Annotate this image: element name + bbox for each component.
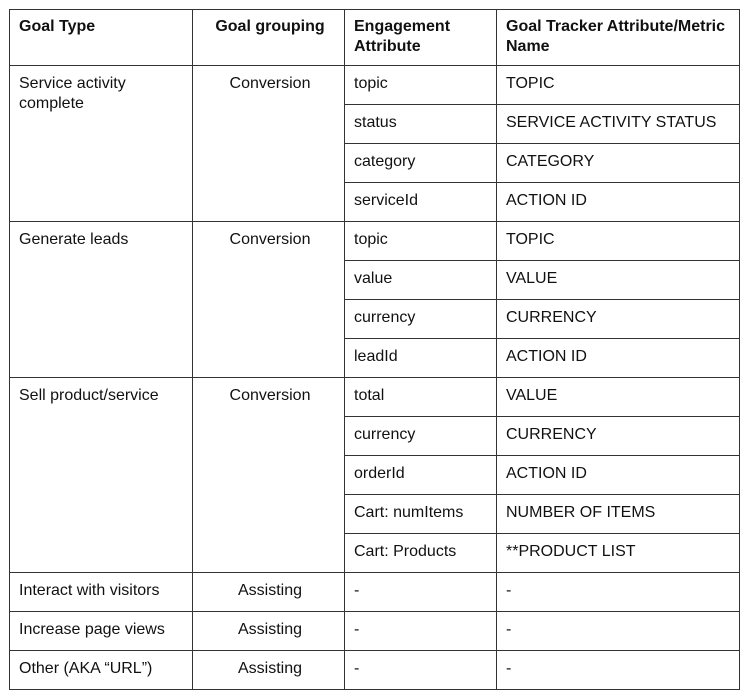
header-row: [10, 10, 740, 66]
engagement-attribute-cell: status: [345, 105, 497, 144]
table-body: [10, 66, 740, 690]
goal-type-cell: Sell product/service: [10, 378, 193, 573]
header-goal-tracker-metric: Goal Tracker Attribute/Metric Name: [497, 10, 740, 66]
table-row: [10, 66, 740, 105]
engagement-attribute-cell: total: [345, 378, 497, 417]
goal-tracker-metric-cell: CURRENCY: [497, 300, 740, 339]
engagement-attribute-cell: -: [345, 612, 497, 651]
goal-tracker-metric-cell: **PRODUCT LIST: [497, 534, 740, 573]
table-row: [10, 651, 740, 690]
goal-grouping-cell: Conversion: [193, 378, 345, 573]
goal-tracker-metric-cell: TOPIC: [497, 66, 740, 105]
goal-grouping-cell: Conversion: [193, 66, 345, 222]
goal-tracker-metric-cell: -: [497, 573, 740, 612]
engagement-attribute-cell: serviceId: [345, 183, 497, 222]
engagement-attribute-cell: category: [345, 144, 497, 183]
goal-tracker-metric-cell: VALUE: [497, 378, 740, 417]
goal-tracker-metric-cell: VALUE: [497, 261, 740, 300]
goal-type-cell: Interact with visitors: [10, 573, 193, 612]
goal-tracker-metric-cell: SERVICE ACTIVITY STATUS: [497, 105, 740, 144]
goal-tracker-metric-cell: TOPIC: [497, 222, 740, 261]
header-goal-type: Goal Type: [10, 10, 193, 66]
goal-type-cell: Increase page views: [10, 612, 193, 651]
engagement-attribute-cell: Cart: numItems: [345, 495, 497, 534]
goal-grouping-cell: Assisting: [193, 651, 345, 690]
goal-tracker-metric-cell: CATEGORY: [497, 144, 740, 183]
goal-tracker-metric-cell: -: [497, 612, 740, 651]
goal-grouping-cell: Conversion: [193, 222, 345, 378]
table-row: [10, 612, 740, 651]
engagement-attribute-cell: topic: [345, 222, 497, 261]
engagement-attribute-cell: currency: [345, 417, 497, 456]
goal-tracker-metric-cell: ACTION ID: [497, 339, 740, 378]
engagement-attribute-cell: leadId: [345, 339, 497, 378]
engagement-attribute-cell: Cart: Products: [345, 534, 497, 573]
goal-grouping-cell: Assisting: [193, 573, 345, 612]
goal-tracker-metric-cell: ACTION ID: [497, 456, 740, 495]
goal-tracker-metric-cell: NUMBER OF ITEMS: [497, 495, 740, 534]
table-row: [10, 378, 740, 417]
table-row: [10, 222, 740, 261]
goal-tracker-table: [9, 9, 740, 690]
engagement-attribute-cell: -: [345, 651, 497, 690]
engagement-attribute-cell: value: [345, 261, 497, 300]
engagement-attribute-cell: -: [345, 573, 497, 612]
goal-type-cell: Service activity complete: [10, 66, 193, 222]
goal-type-cell: Other (AKA “URL”): [10, 651, 193, 690]
table-row: [10, 573, 740, 612]
goal-type-cell: Generate leads: [10, 222, 193, 378]
engagement-attribute-cell: topic: [345, 66, 497, 105]
goal-grouping-cell: Assisting: [193, 612, 345, 651]
header-engagement-attribute: Engagement Attribute: [345, 10, 497, 66]
engagement-attribute-cell: orderId: [345, 456, 497, 495]
table-header: [10, 10, 740, 66]
header-goal-grouping: Goal grouping: [193, 10, 345, 66]
goal-tracker-metric-cell: -: [497, 651, 740, 690]
goal-tracker-metric-cell: ACTION ID: [497, 183, 740, 222]
goal-tracker-metric-cell: CURRENCY: [497, 417, 740, 456]
engagement-attribute-cell: currency: [345, 300, 497, 339]
